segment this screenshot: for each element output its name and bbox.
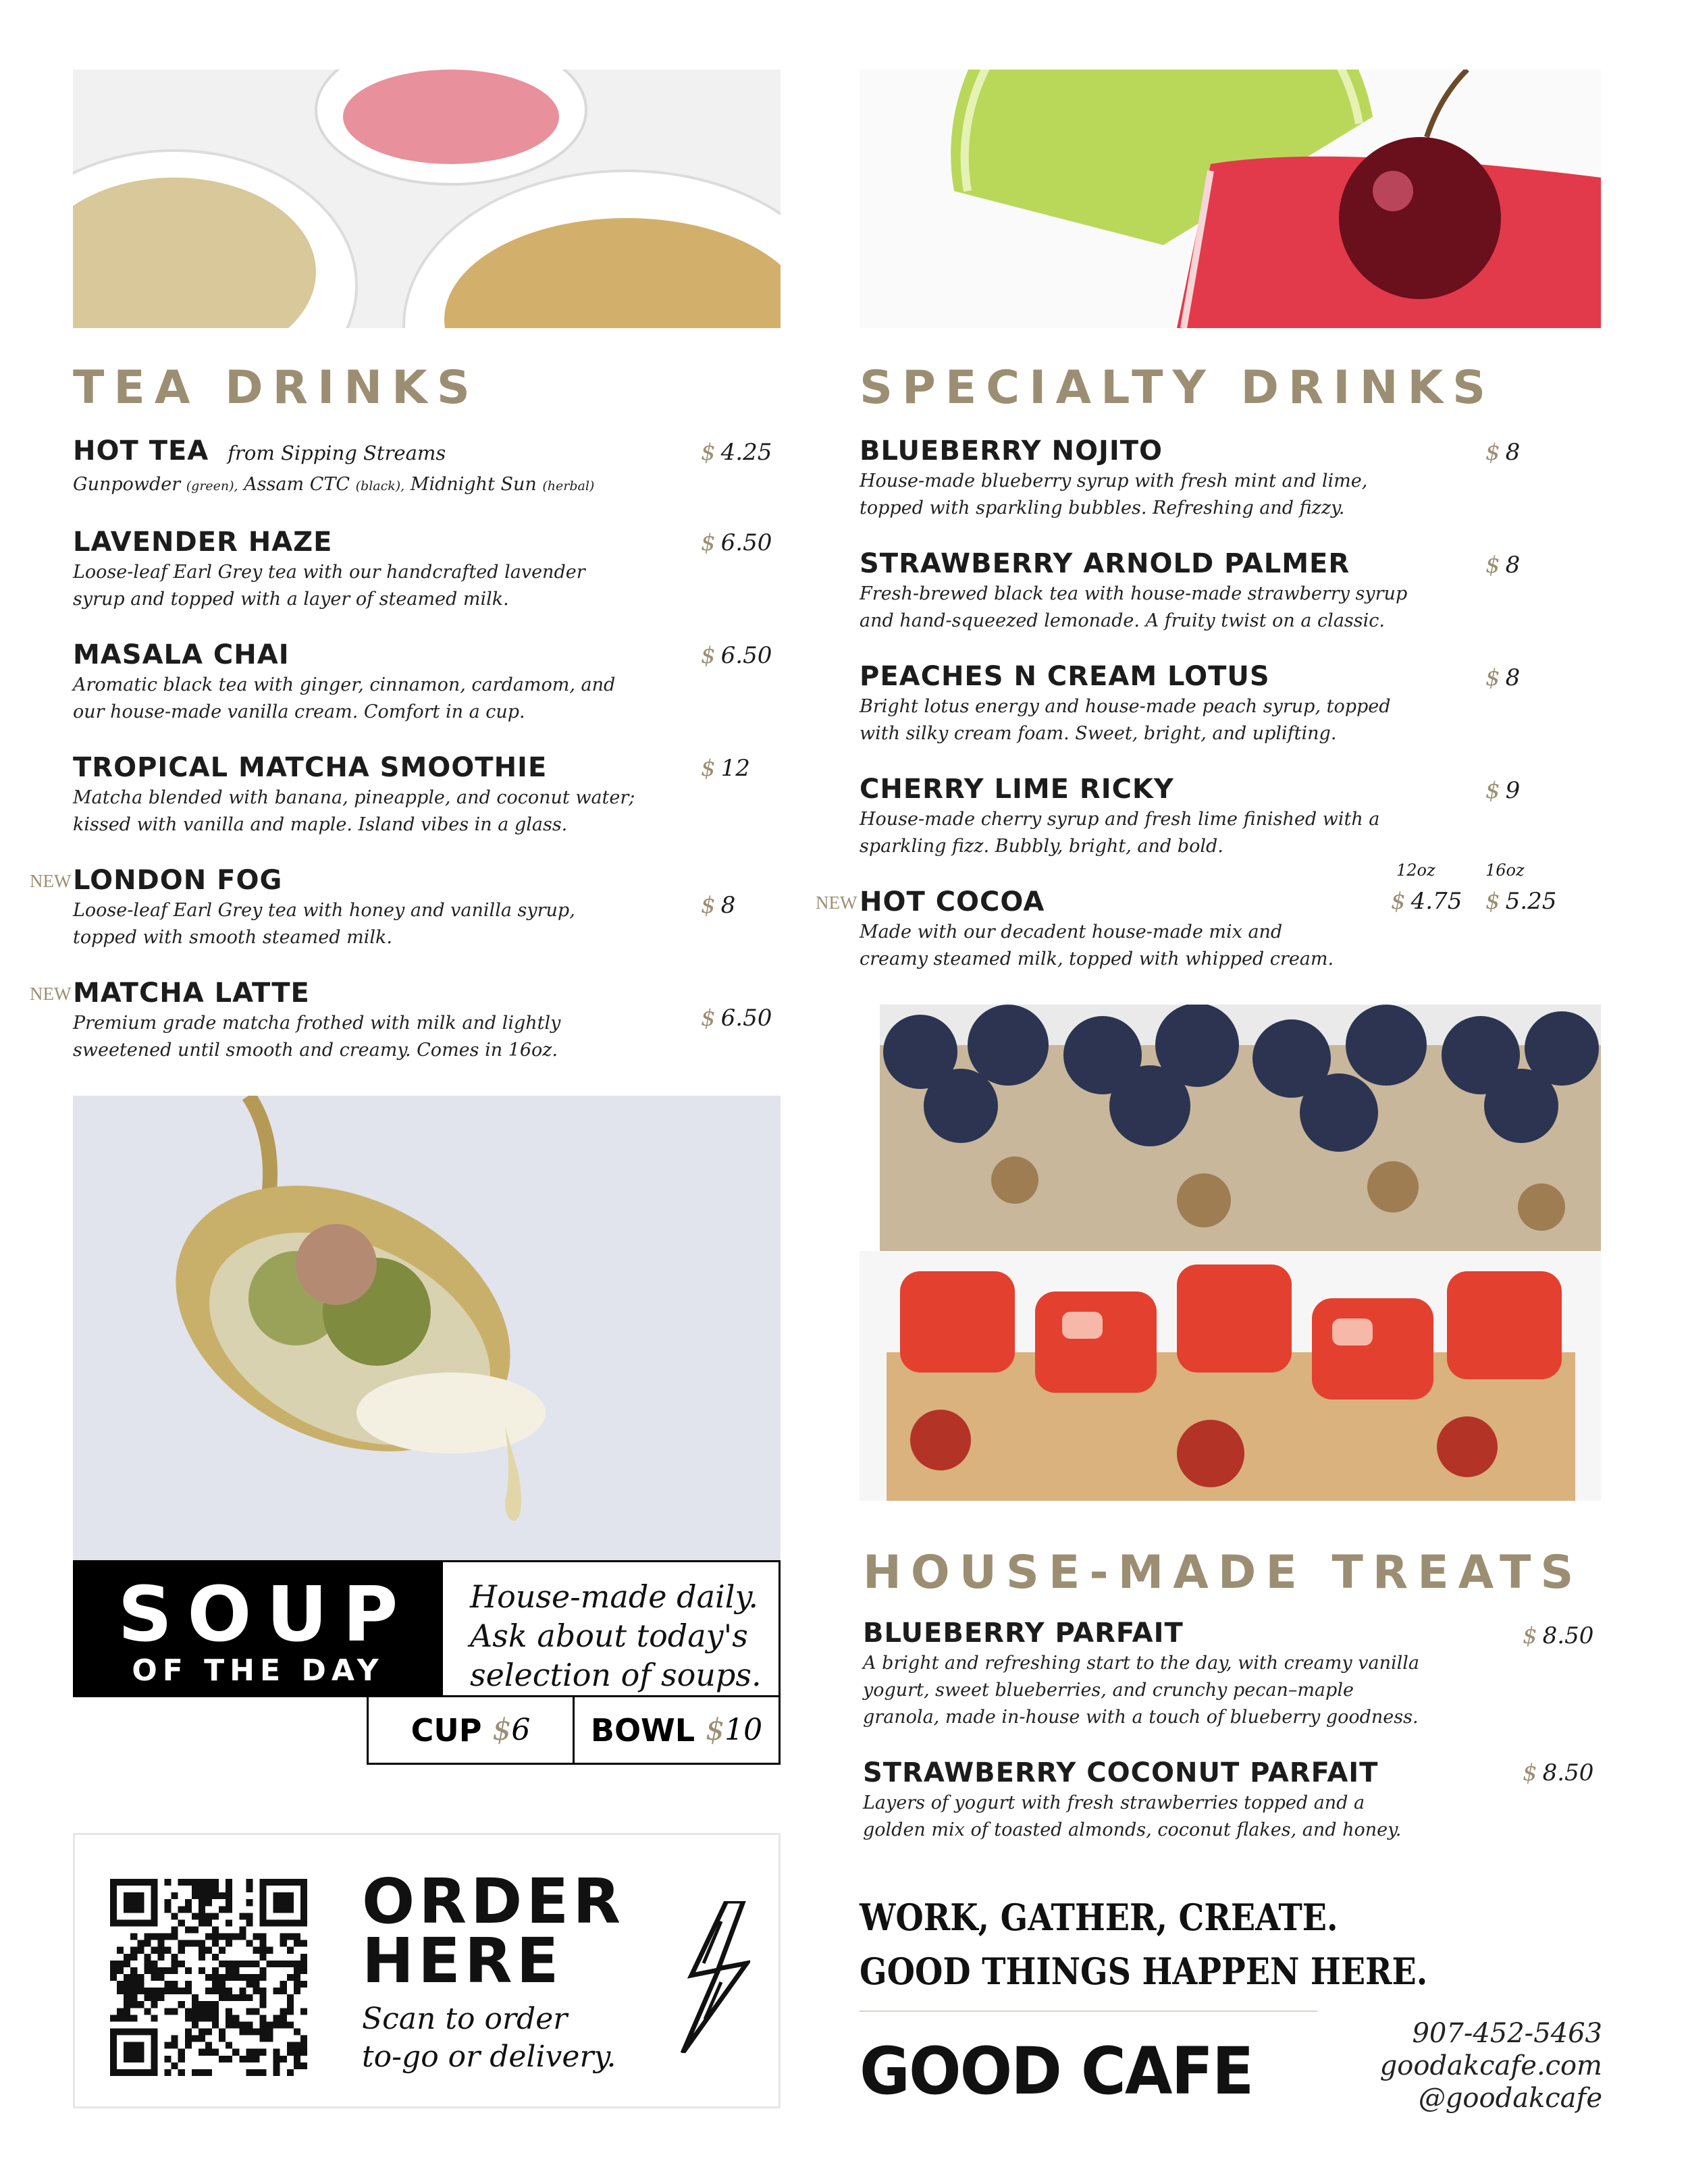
menu-item-peaches-n-cream-lotus <box>860 661 1575 747</box>
contact-info <box>1380 2017 1602 2114</box>
menu-item-masala-chai <box>73 639 789 726</box>
item-description: Bright lotus energy and house-made peach syrup, topped with silky cream foam. Sweet, bright, and uplifting. <box>860 696 1391 744</box>
new-badge: NEW <box>30 871 72 891</box>
item-description: Aromatic black tea with ginger, cinnamon, cardamom, and our house-made vanilla cream. Comfort in a cup. <box>73 674 616 722</box>
tea-cups-photo <box>73 70 781 328</box>
tea-drinks-heading: TEA DRINKS <box>73 361 479 415</box>
item-name: CHERRY LIME RICKY <box>860 774 1174 805</box>
menu-item-lavender-haze <box>73 527 789 613</box>
item-description: Loose-leaf Earl Grey tea with honey and vanilla syrup, topped with smooth steamed milk. <box>73 900 575 948</box>
soup-note: House-made daily. Ask about today's selection of soups. <box>443 1560 781 1697</box>
price-masala-chai: $ 6.50 <box>701 642 772 669</box>
item-description: House-made blueberry syrup with fresh mint and lime, topped with sparkling bubbles. Refreshing and fizzy. <box>860 471 1368 518</box>
strawberry-parfait-photo <box>860 1251 1601 1501</box>
size-label-12oz: 12oz <box>1396 861 1435 880</box>
item-name: HOT TEA <box>73 435 209 467</box>
price-cherry-lime-ricky: $ 9 <box>1485 777 1521 804</box>
soup-size-prices <box>367 1697 781 1765</box>
item-name: TROPICAL MATCHA SMOOTHIE <box>73 752 548 783</box>
item-description: House-made cherry syrup and fresh lime finished with a sparkling fizz. Bubbly, bright, and bold. <box>860 809 1380 857</box>
price-tropical-matcha-smoothie: $ 12 <box>701 755 750 782</box>
website-link[interactable]: goodakcafe.com <box>1379 2050 1602 2081</box>
item-description: Layers of yogurt with fresh strawberries topped and a golden mix of toasted almonds, coconut flakes, and honey. <box>863 1792 1402 1840</box>
soup-subtitle: OF THE DAY <box>132 1653 384 1688</box>
menu-item-hot-cocoa <box>860 886 1575 973</box>
item-name: MATCHA LATTE <box>73 978 310 1009</box>
new-badge: NEW <box>816 893 858 913</box>
soup-spoon-photo <box>73 1096 781 1560</box>
menu-item-strawberry-coconut-parfait <box>863 1757 1579 1844</box>
menu-item-matcha-latte <box>73 978 789 1064</box>
order-here-subtitle: Scan to order to-go or delivery. <box>362 2002 616 2074</box>
price-blueberry-parfait: $ 8.50 <box>1523 1622 1594 1649</box>
item-name: MASALA CHAI <box>73 639 290 670</box>
item-subtitle: from Sipping Streams <box>228 442 446 464</box>
blueberry-parfait-photo <box>880 1005 1601 1251</box>
item-name: BLUEBERRY NOJITO <box>860 435 1163 467</box>
price-strawberry-arnold-palmer: $ 8 <box>1485 552 1521 579</box>
menu-item-blueberry-nojito <box>860 435 1575 522</box>
soup-cup-price: CUP $6 <box>411 1711 531 1749</box>
item-name: HOT COCOA <box>860 886 1045 917</box>
soup-of-the-day-banner <box>73 1560 443 1697</box>
tagline: WORK, GATHER, CREATE. GOOD THINGS HAPPEN HERE. <box>860 1896 1428 1993</box>
phone-number[interactable]: 907-452-5463 <box>1412 2018 1602 2049</box>
menu-item-cherry-lime-ricky <box>860 774 1575 860</box>
item-description: Made with our decadent house-made mix and creamy steamed milk, topped with whipped cream. <box>860 922 1334 969</box>
qr-code-icon[interactable] <box>110 1879 307 2076</box>
cherry-lime-drink-photo <box>860 70 1601 328</box>
good-cafe-logo: GOOD CAFE <box>860 2033 1253 2109</box>
item-name: LONDON FOG <box>73 865 283 896</box>
price-hot-cocoa-12oz: $ 4.75 <box>1391 888 1462 915</box>
price-hot-cocoa-16oz: $ 5.25 <box>1485 888 1557 915</box>
soup-title: SOUP <box>117 1571 413 1659</box>
price-blueberry-nojito: $ 8 <box>1485 439 1521 466</box>
menu-item-strawberry-arnold-palmer <box>860 548 1575 635</box>
social-handle[interactable]: @goodakcafe <box>1418 2083 1602 2114</box>
menu-item-hot-tea <box>73 435 789 500</box>
size-label-16oz: 16oz <box>1485 861 1525 880</box>
specialty-drinks-heading: SPECIALTY DRINKS <box>860 361 1496 415</box>
order-here-title: ORDER HERE <box>362 1865 625 1997</box>
new-badge: NEW <box>30 984 72 1004</box>
item-name: LAVENDER HAZE <box>73 527 333 558</box>
tea-varieties: Gunpowder (green), Assam CTC (black), Midnight Sun (herbal) <box>73 474 595 495</box>
menu-item-tropical-matcha-smoothie <box>73 752 789 838</box>
house-made-treats-heading: HOUSE-MADE TREATS <box>863 1546 1583 1599</box>
price-matcha-latte: $ 6.50 <box>701 1005 772 1032</box>
item-name: STRAWBERRY ARNOLD PALMER <box>860 548 1350 579</box>
price-lavender-haze: $ 6.50 <box>701 529 772 556</box>
menu-item-blueberry-parfait <box>863 1618 1579 1731</box>
item-name: STRAWBERRY COCONUT PARFAIT <box>863 1757 1379 1788</box>
item-description: Premium grade matcha frothed with milk and lightly sweetened until smooth and creamy. Comes in 16oz. <box>73 1013 561 1061</box>
soup-bowl-price: BOWL $10 <box>573 1697 779 1763</box>
item-description: Matcha blended with banana, pineapple, and coconut water; kissed with vanilla and maple. Island vibes in a glass. <box>73 787 635 835</box>
lightning-bolt-icon <box>679 1901 750 2053</box>
price-peaches-n-cream-lotus: $ 8 <box>1485 664 1521 691</box>
divider <box>860 2010 1317 2012</box>
price-strawberry-coconut-parfait: $ 8.50 <box>1523 1759 1594 1786</box>
item-name: BLUEBERRY PARFAIT <box>863 1618 1184 1649</box>
menu-item-london-fog <box>73 865 789 951</box>
order-here-panel <box>73 1833 781 2108</box>
item-description: A bright and refreshing start to the day, with creamy vanilla yogurt, sweet blueberries, and crunchy pecan–maple granola, made in-house with a touch of blueberry goodness. <box>863 1653 1419 1728</box>
price-london-fog: $ 8 <box>701 892 736 919</box>
item-description: Fresh-brewed black tea with house-made strawberry syrup and hand-squeezed lemonade. A fruity twist on a classic. <box>860 583 1408 631</box>
price-hot-tea: $ 4.25 <box>701 439 772 466</box>
item-name: PEACHES N CREAM LOTUS <box>860 661 1270 692</box>
item-description: Loose-leaf Earl Grey tea with our handcrafted lavender syrup and topped with a layer of steamed milk. <box>73 562 585 610</box>
